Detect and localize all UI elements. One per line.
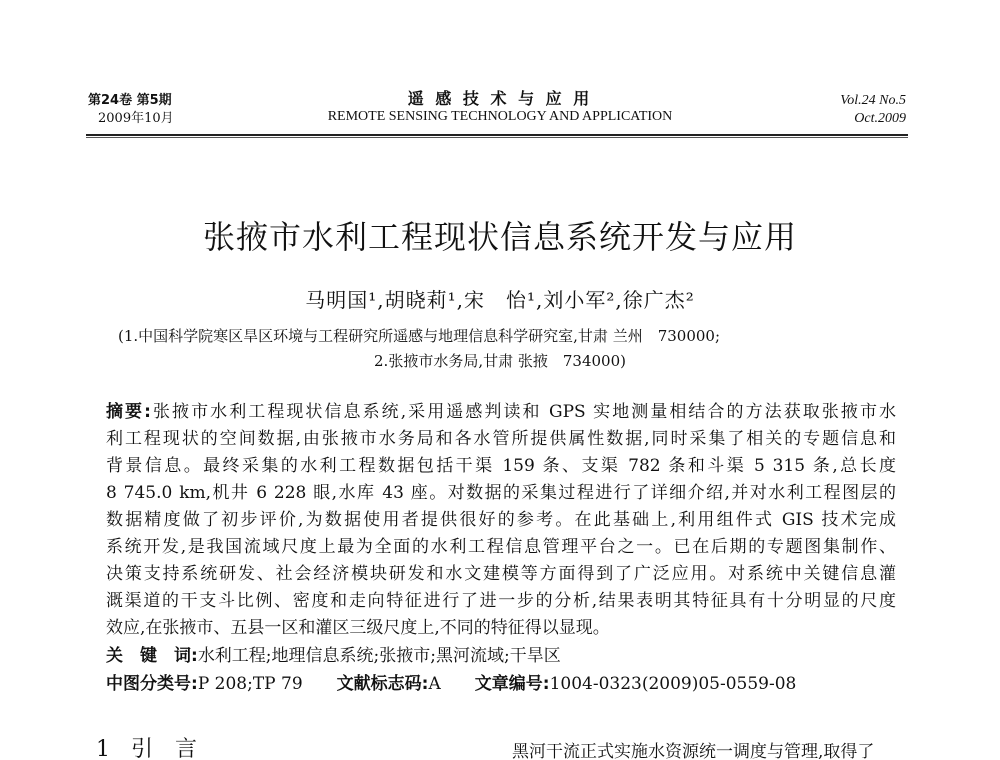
journal-en: REMOTE SENSING TECHNOLOGY AND APPLICATION bbox=[327, 109, 673, 124]
abstract-line: 决策支持系统研发、社会经济模块研发和水文建模等方面得到了广泛应用。对系统中关键信息灌 bbox=[106, 564, 896, 584]
classification: 中图分类号:P 208;TP 79 文献标志码:A 文章编号:1004-0323(2009)05-0559-08 bbox=[106, 674, 797, 694]
affiliation-1: (1.中国科学院寒区旱区环境与工程研究所遥感与地理信息科学研究室,甘肃 兰州 730000; bbox=[118, 327, 721, 345]
header-rule bbox=[86, 134, 908, 136]
affiliation-2: 2.张掖市水务局,甘肃 张掖 734000) bbox=[374, 352, 626, 370]
header-right bbox=[840, 92, 906, 128]
keywords-value: 水利工程;地理信息系统;张掖市;黑河流域;干旱区 bbox=[197, 646, 561, 666]
keywords bbox=[106, 645, 896, 667]
abstract-line: 效应,在张掖市、五县一区和灌区三级尺度上,不同的特征得以显现。 bbox=[106, 618, 610, 638]
body-text-line: 黑河干流正式实施水资源统一调度与管理,取得了 bbox=[512, 742, 875, 760]
page-title: 张掖市水利工程现状信息系统开发与应用 bbox=[202, 218, 797, 256]
abstract-line: 数据精度做了初步评价,为数据使用者提供很好的参考。在此基础上,利用组件式 GIS 技术完成 bbox=[106, 510, 896, 530]
abstract-line: 背景信息。最终采集的水利工程数据包括干渠 159 条、支渠 782 条和斗渠 5 315 条,总长度 bbox=[106, 456, 896, 476]
vol-en: Vol.24 No.5 bbox=[840, 93, 906, 108]
section-heading: 1 引 言 bbox=[96, 737, 197, 760]
date-en: Oct.2009 bbox=[854, 111, 906, 126]
journal-cn: 遥 感 技 术 与 应 用 bbox=[407, 89, 593, 108]
authors: 马明国¹,胡晓莉¹,宋 怡¹,刘小军²,徐广杰² bbox=[305, 288, 695, 312]
volume-issue: 第24卷 第5期 bbox=[88, 93, 172, 108]
date-cn: 2009年10月 bbox=[98, 111, 174, 126]
abstract-line: 8 745.0 km,机井 6 228 眼,水库 43 座。对数据的采集过程进行了详细介绍,并对水利工程图层的 bbox=[106, 483, 896, 503]
header-rule-thin bbox=[86, 137, 908, 138]
abstract-line: 摘要:张掖市水利工程现状信息系统,采用遥感判读和 GPS 实地测量相结合的方法获取张掖市水 bbox=[106, 402, 896, 422]
abstract-label: 摘要: bbox=[106, 402, 151, 422]
abstract-line: 利工程现状的空间数据,由张掖市水务局和各水管所提供属性数据,同时采集了相关的专题信息和 bbox=[106, 429, 896, 449]
keywords-label: 关 键 词: bbox=[106, 646, 198, 666]
abstract-line: 溉渠道的干支斗比例、密度和走向特征进行了进一步的分析,结果表明其特征具有十分明显的尺度 bbox=[106, 591, 896, 611]
abstract-line: 系统开发,是我国流域尺度上最为全面的水利工程信息管理平台之一。已在后期的专题图集制作、 bbox=[106, 537, 896, 557]
